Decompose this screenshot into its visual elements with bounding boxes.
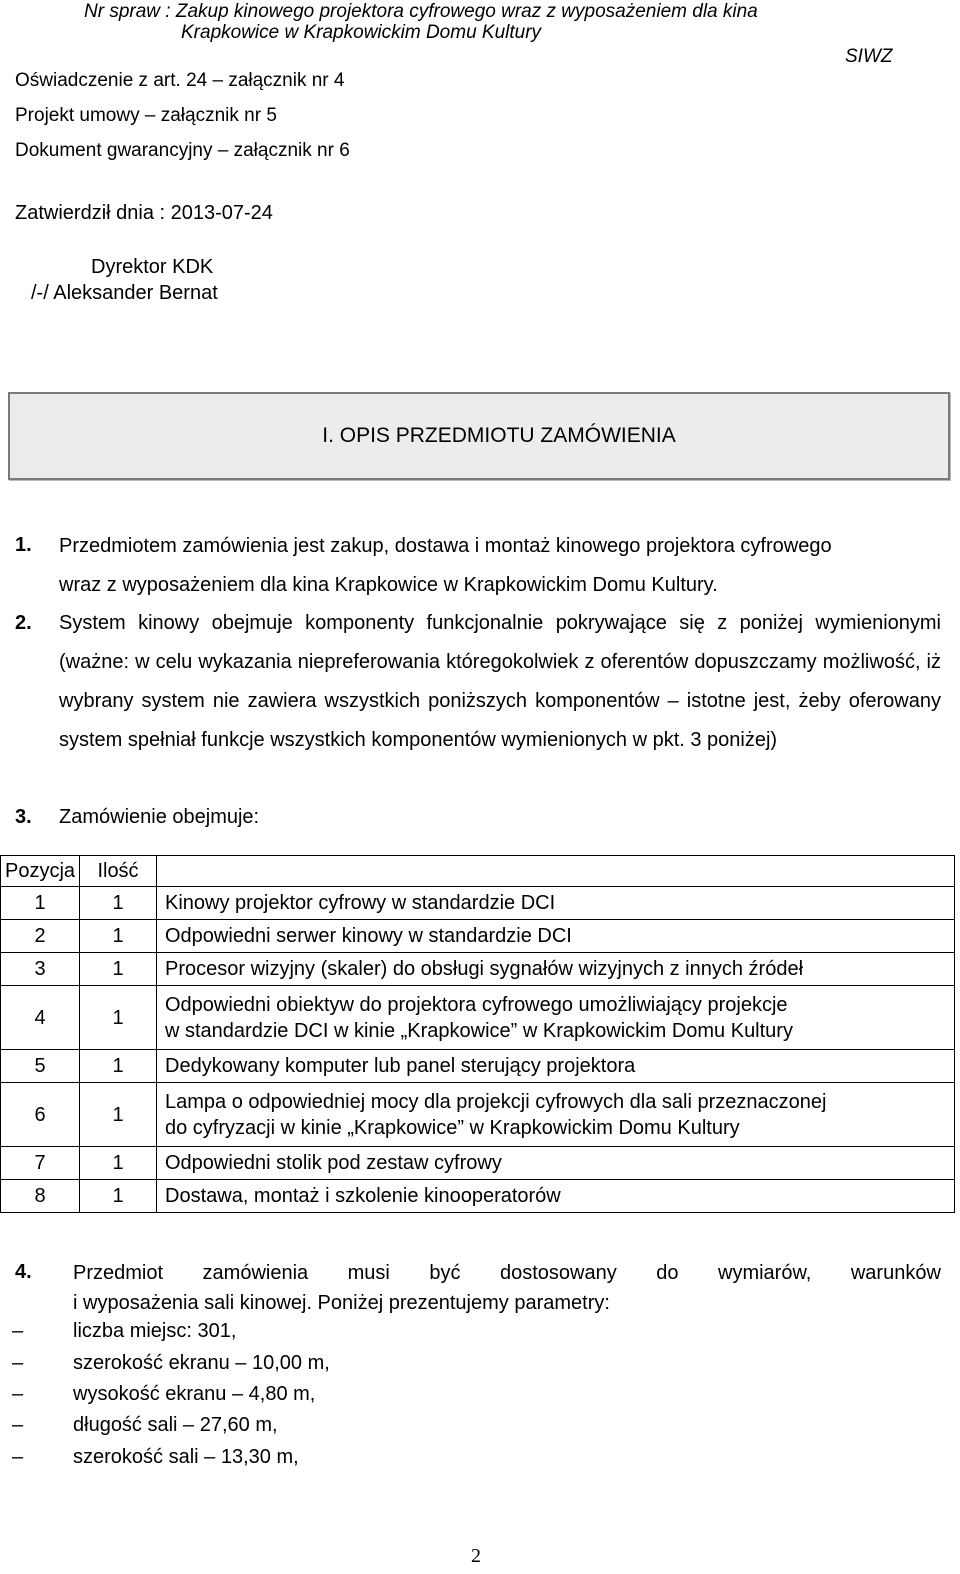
director-signature: /-/ Aleksander Bernat: [31, 282, 218, 304]
table-row: [1, 953, 955, 986]
header-description: [157, 856, 955, 887]
row-position: 8: [1, 1180, 80, 1213]
attachment-5: Projekt umowy – załącznik nr 5: [15, 105, 277, 126]
row-position: 7: [1, 1147, 80, 1180]
row-description-line-1: Kinowy projektor cyfrowy w standardzie DCI: [165, 891, 556, 914]
item-4-number: 4.: [15, 1261, 32, 1283]
dash-bullet: –: [12, 1446, 24, 1468]
row-quantity: 1: [80, 920, 157, 953]
case-number-line-2: Krapkowice w Krapkowickim Domu Kultury: [181, 22, 542, 43]
row-position: 5: [1, 1050, 80, 1083]
approval-date: Zatwierdził dnia : 2013-07-24: [15, 202, 273, 224]
item-4-word: do: [656, 1262, 679, 1284]
row-quantity: 1: [80, 986, 157, 1050]
row-description-line-1: Odpowiedni obiektyw do projektora cyfrowego umożliwiający projekcje: [165, 993, 788, 1016]
dash-bullet: –: [12, 1352, 24, 1374]
row-description-line-1: Dostawa, montaż i szkolenie kinooperatorów: [165, 1184, 561, 1207]
row-description-line-1: Odpowiedni stolik pod zestaw cyfrowy: [165, 1151, 502, 1174]
item-4-line-2: i wyposażenia sali kinowej. Poniżej prezentujemy parametry:: [73, 1292, 610, 1314]
row-description-line-1: Odpowiedni serwer kinowy w standardzie DCI: [165, 924, 572, 947]
table-row: [1, 1147, 955, 1180]
row-description: [157, 920, 955, 953]
row-description: [157, 953, 955, 986]
row-quantity: 1: [80, 1180, 157, 1213]
order-table: [0, 855, 955, 1213]
section-header-box: [8, 392, 950, 480]
row-description-line-1: Lampa o odpowiedniej mocy dla projekcji cyfrowych dla sali przeznaczonej: [165, 1090, 827, 1113]
dash-bullet: –: [12, 1383, 24, 1405]
section-title: I. OPIS PRZEDMIOTU ZAMÓWIENIA: [322, 424, 676, 447]
row-description-line-2: do cyfryzacji w kinie „Krapkowice” w Krapkowickim Domu Kultury: [165, 1116, 740, 1139]
item-4-word: warunków: [850, 1262, 941, 1284]
row-quantity: 1: [80, 1050, 157, 1083]
item-4-word: musi: [347, 1262, 390, 1284]
table-row: [1, 1180, 955, 1213]
table-row: [1, 986, 955, 1050]
row-quantity: 1: [80, 1083, 157, 1147]
item-1-line-2: wraz z wyposażeniem dla kina Krapkowice w Krapkowickim Domu Kultury.: [59, 574, 718, 596]
document-code: SIWZ: [845, 46, 893, 67]
row-description: [157, 1180, 955, 1213]
dash-bullet: –: [12, 1414, 24, 1436]
item-4-word: być: [429, 1262, 461, 1284]
case-number-line-1: Nr spraw : Zakup kinowego projektora cyfrowego wraz z wyposażeniem dla kina: [84, 1, 758, 22]
item-4-line-1: [73, 1258, 941, 1288]
table-row: [1, 1050, 955, 1083]
row-position: 1: [1, 887, 80, 920]
table-row: [1, 920, 955, 953]
row-position: 2: [1, 920, 80, 953]
item-4-word: Przedmiot: [73, 1262, 164, 1284]
item-4-word: dostosowany: [500, 1262, 617, 1284]
row-description: [157, 887, 955, 920]
table-row: [1, 1083, 955, 1147]
item-4-word: zamówienia: [202, 1262, 309, 1284]
row-description: [157, 986, 955, 1050]
row-description: [157, 1050, 955, 1083]
row-quantity: 1: [80, 887, 157, 920]
item-1-number: 1.: [15, 534, 32, 556]
row-description-line-1: Procesor wizyjny (skaler) do obsługi sygnałów wizyjnych z innych źródeł: [165, 957, 804, 980]
parameter-text: wysokość ekranu – 4,80 m,: [73, 1383, 316, 1405]
header-position: Pozycja: [1, 856, 80, 887]
item-1-line-1: Przedmiotem zamówienia jest zakup, dostawa i montaż kinowego projektora cyfrowego: [59, 535, 832, 557]
table-header-row: [1, 856, 955, 887]
attachment-4: Oświadczenie z art. 24 – załącznik nr 4: [15, 70, 345, 91]
director-title: Dyrektor KDK: [91, 256, 214, 278]
item-4-text: [73, 1258, 941, 1318]
row-position: 6: [1, 1083, 80, 1147]
table-row: [1, 887, 955, 920]
header-quantity: Ilość: [80, 856, 157, 887]
item-4-word: wymiarów,: [718, 1262, 812, 1284]
item-2-text: System kinowy obejmuje komponenty funkcjonalnie pokrywające się z poniżej wymienionymi (ważne: w celu wykazania niepreferowania któregokolwiek z oferentów dopuszczamy możliwość, iż wybrany system nie zawiera wszystkich poniższych komponentów – istotne jest, żeby oferowany system spełniał funkcje wszystkich komponentów wymienionych w pkt. 3 poniżej): [59, 612, 941, 751]
item-3-number: 3.: [15, 806, 32, 828]
row-position: 3: [1, 953, 80, 986]
page-number: 2: [471, 1545, 481, 1567]
parameter-text: liczba miejsc: 301,: [73, 1320, 237, 1342]
row-description-line-1: Dedykowany komputer lub panel sterujący projektora: [165, 1054, 636, 1077]
item-3-text: Zamówienie obejmuje:: [59, 806, 260, 828]
parameter-text: szerokość sali – 13,30 m,: [73, 1446, 299, 1468]
row-quantity: 1: [80, 1147, 157, 1180]
row-quantity: 1: [80, 953, 157, 986]
row-description: [157, 1147, 955, 1180]
parameter-text: szerokość ekranu – 10,00 m,: [73, 1352, 330, 1374]
attachment-6: Dokument gwarancyjny – załącznik nr 6: [15, 140, 350, 161]
row-position: 4: [1, 986, 80, 1050]
item-1-text: [59, 527, 941, 605]
item-2-number: 2.: [15, 612, 32, 634]
row-description: [157, 1083, 955, 1147]
parameter-text: długość sali – 27,60 m,: [73, 1414, 278, 1436]
row-description-line-2: w standardzie DCI w kinie „Krapkowice” w Krapkowickim Domu Kultury: [165, 1019, 793, 1042]
dash-bullet: –: [12, 1320, 24, 1342]
